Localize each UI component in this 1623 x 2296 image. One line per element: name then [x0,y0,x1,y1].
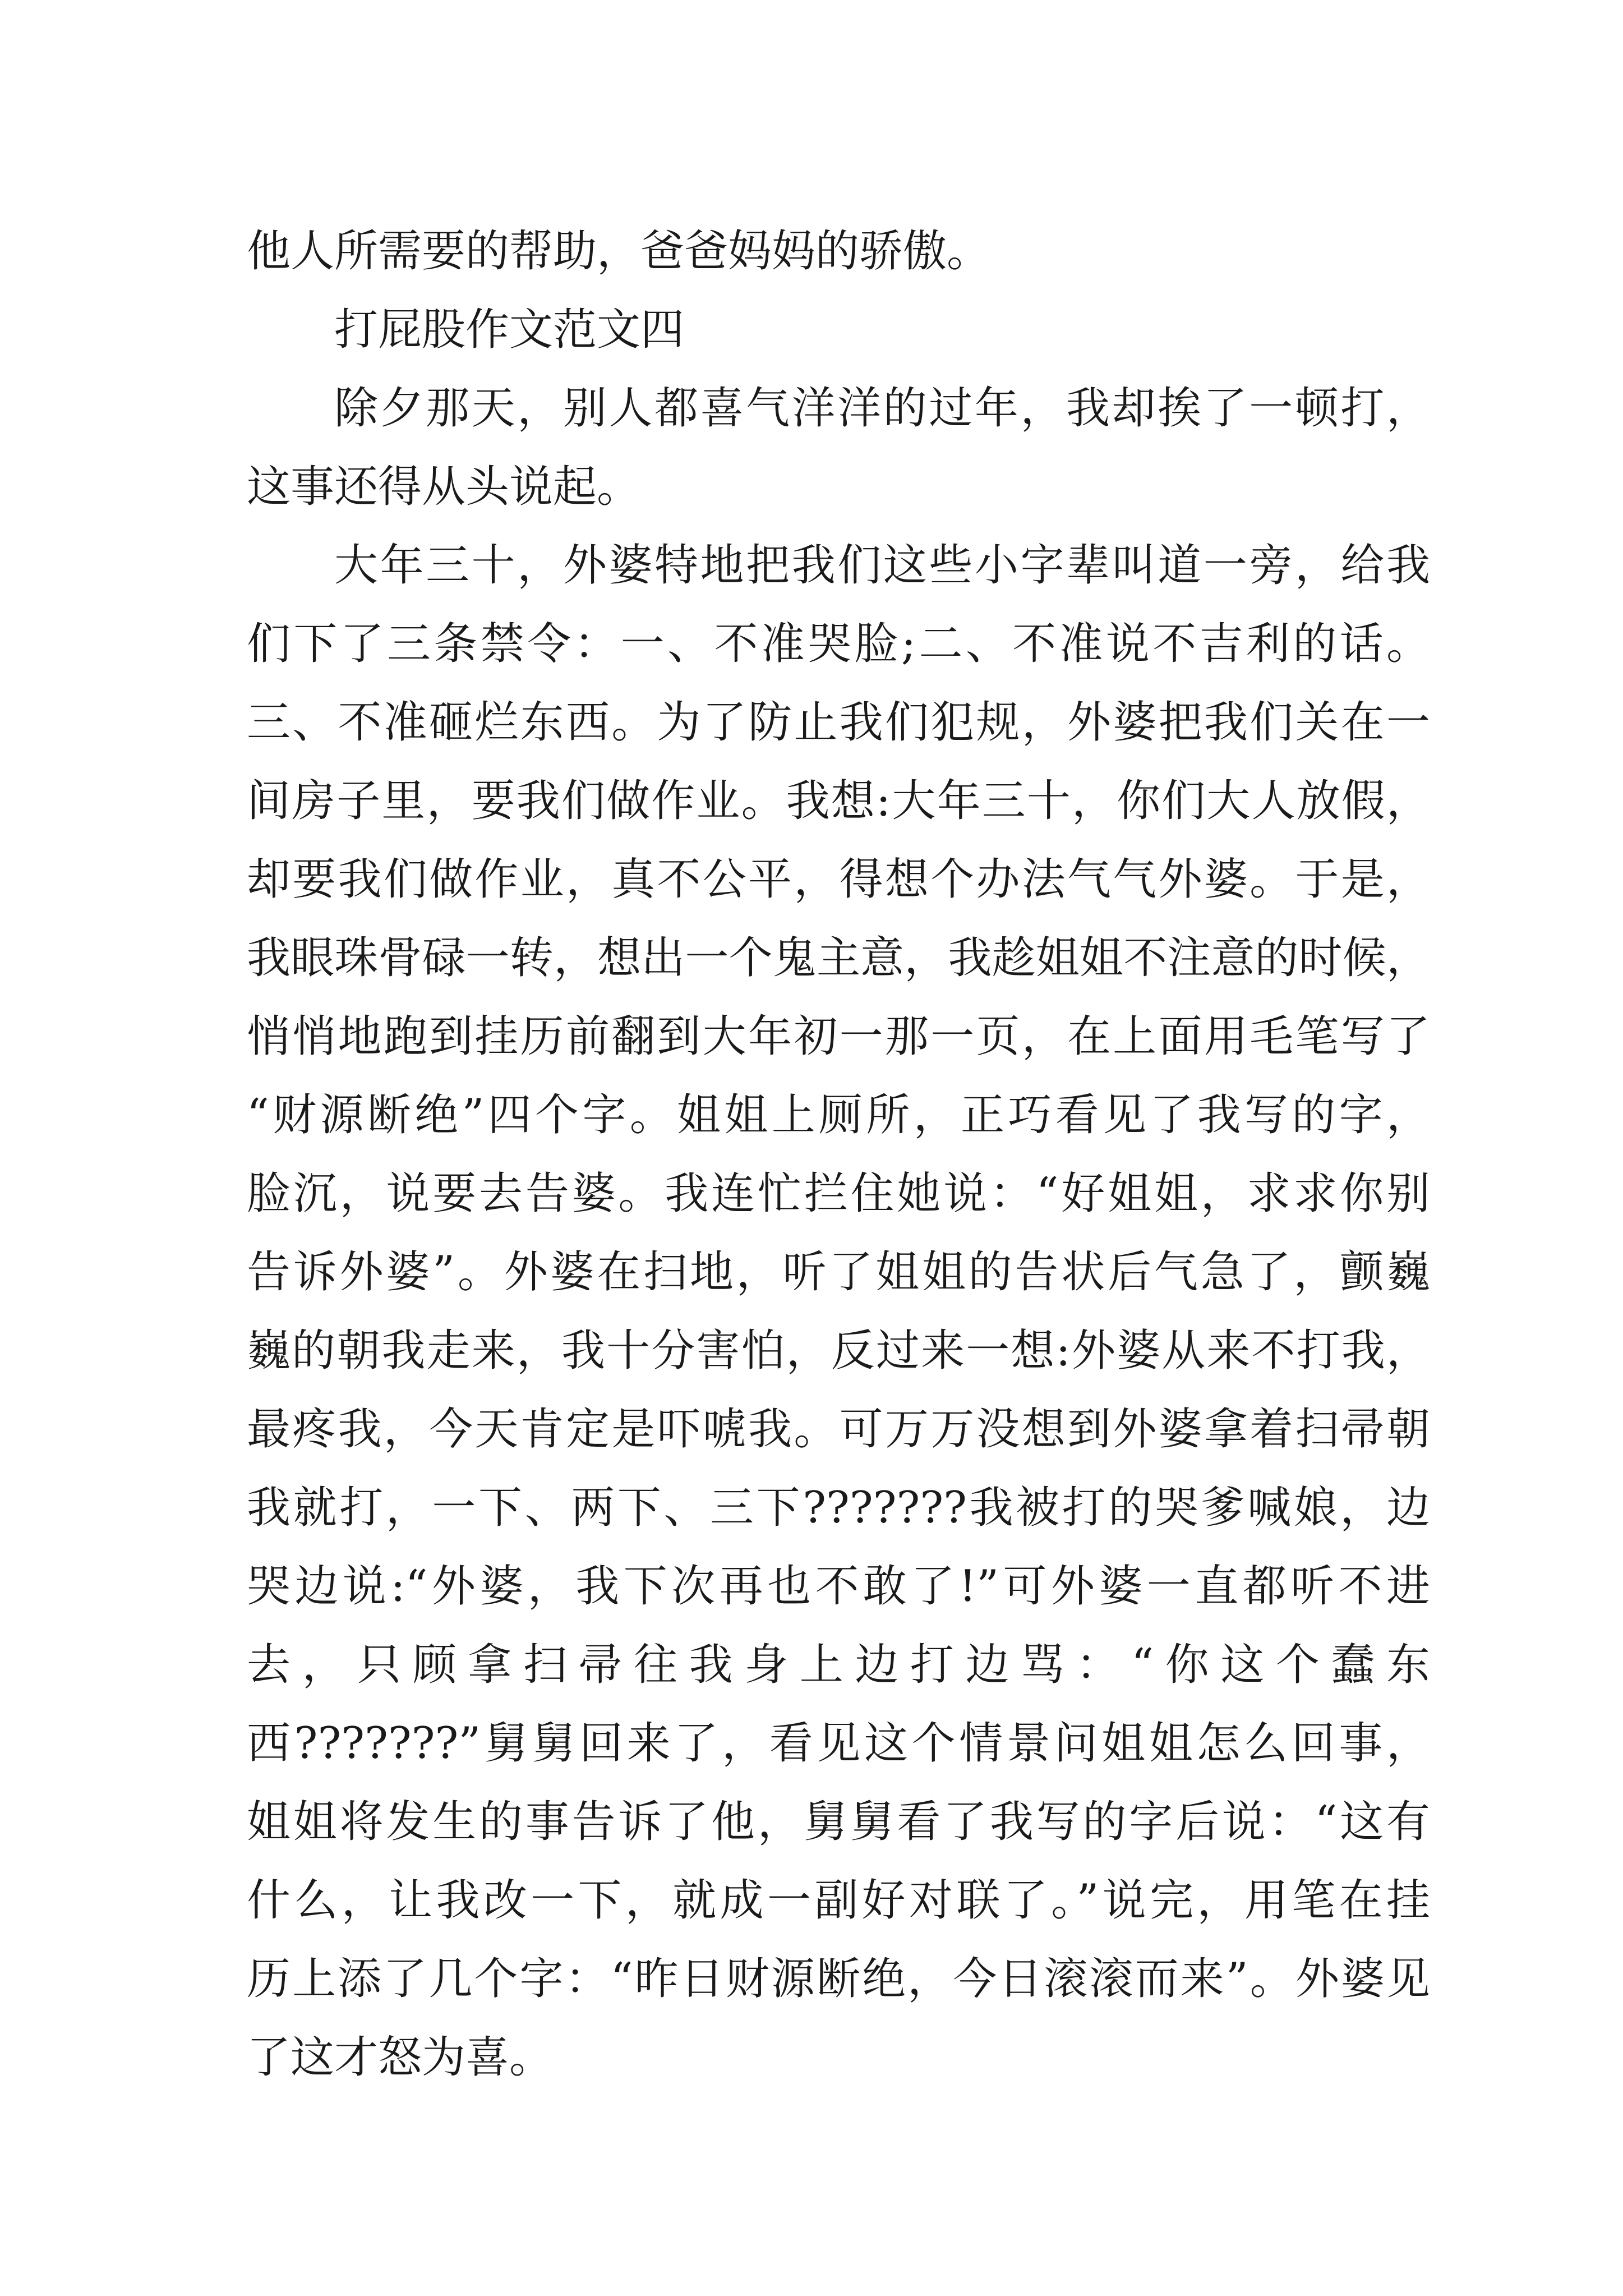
text-line: 我就打，一下、两下、三下???????我被打的哭爹喊娘，边 [247,1483,1430,1533]
text-line: 除夕那天，别人都喜气洋洋的过年，我却挨了一顿打， [334,383,1430,434]
text-line: 们下了三条禁令：一、不准哭脸;二、不准说不吉利的话。 [247,619,1430,669]
text-line: 西???????”舅舅回来了，看见这个情景问姐姐怎么回事， [247,1718,1430,1769]
text-line: 历上添了几个字：“昨日财源断绝，今日滚滚而来”。外婆见 [247,1954,1430,2004]
text-line: 去，只顾拿扫帚往我身上边打边骂：“你这个蠢东 [247,1640,1430,1690]
text-line: 姐姐将发生的事告诉了他，舅舅看了我写的字后说：“这有 [247,1797,1430,1847]
text-line: 脸沉，说要去告婆。我连忙拦住她说：“好姐姐，求求你别 [247,1168,1430,1219]
text-line: 哭边说:“外婆，我下次再也不敢了!”可外婆一直都听不进 [247,1561,1430,1612]
text-line: 却要我们做作业，真不公平，得想个办法气气外婆。于是， [247,854,1430,905]
text-line: 了这才怒为喜。 [247,2032,554,2083]
section-heading: 打屁股作文范文四 [334,305,685,355]
text-line: 悄悄地跑到挂历前翻到大年初一那一页，在上面用毛笔写了 [247,1011,1430,1062]
text-line: 间房子里，要我们做作业。我想:大年三十，你们大人放假， [247,776,1430,826]
body-text [247,212,1430,2097]
text-line: 告诉外婆”。外婆在扫地，听了姐姐的告状后气急了，颤巍 [247,1247,1430,1297]
text-line: 我眼珠骨碌一转，想出一个鬼主意，我趁姐姐不注意的时候， [247,933,1430,983]
text-line: 三、不准砸烂东西。为了防止我们犯规，外婆把我们关在一 [247,697,1430,748]
text-line: 巍的朝我走来，我十分害怕，反过来一想:外婆从来不打我， [247,1326,1430,1376]
text-line: 他人所需要的帮助，爸爸妈妈的骄傲。 [247,226,991,277]
text-line: 大年三十，外婆特地把我们这些小字辈叫道一旁，给我 [334,540,1430,591]
text-line: 这事还得从头说起。 [247,462,641,512]
text-line: 什么，让我改一下，就成一副好对联了。”说完，用笔在挂 [247,1875,1430,1926]
text-line: 最疼我，今天肯定是吓唬我。可万万没想到外婆拿着扫帚朝 [247,1404,1430,1455]
text-line: “财源断绝”四个字。姐姐上厕所，正巧看见了我写的字， [247,1090,1430,1140]
